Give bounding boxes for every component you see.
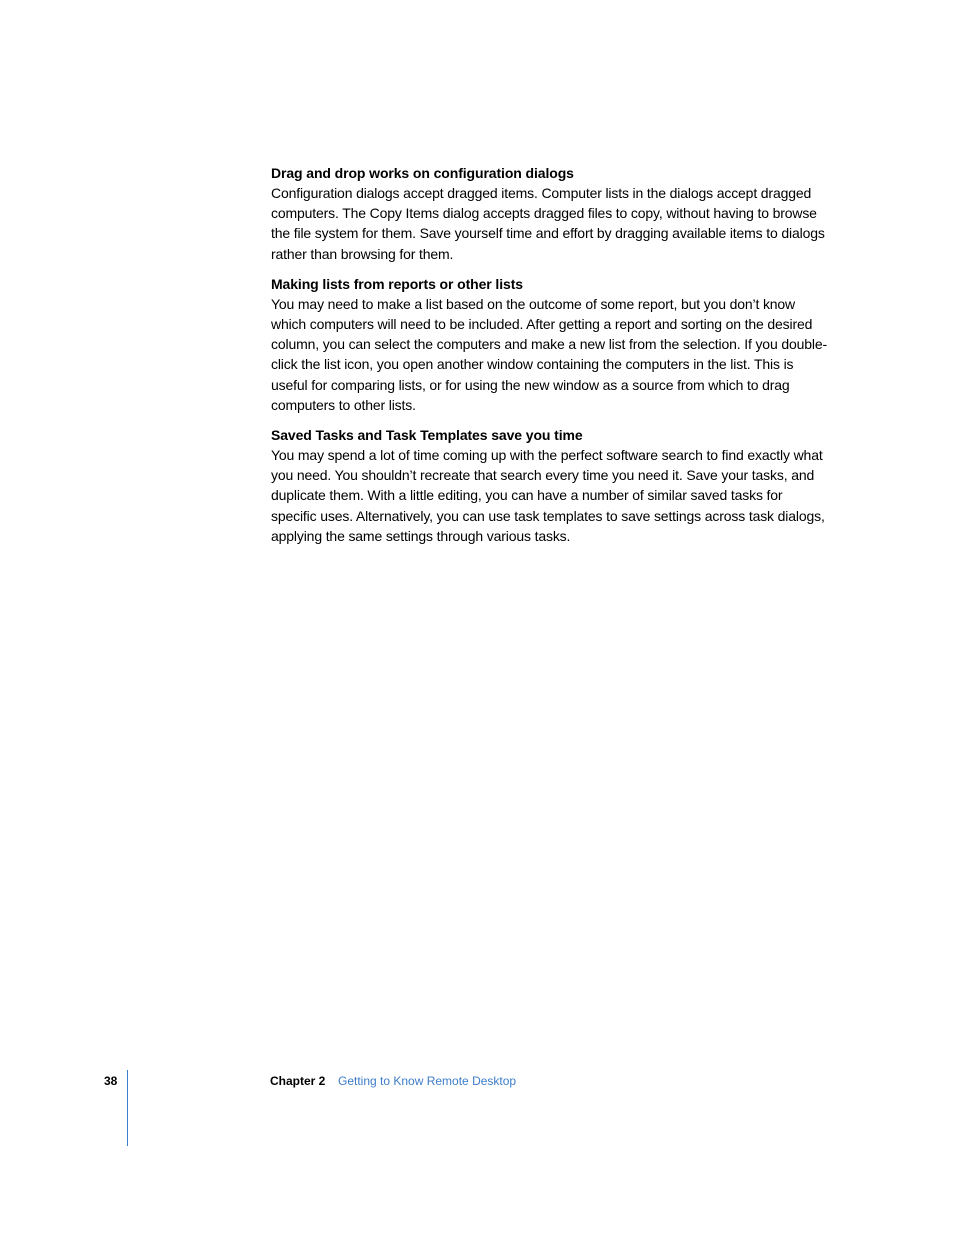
section-body: You may need to make a list based on the outcome of some report, but you don’t know which computers will need to be included. After getting a report and sorting on the desired column, you can select the computers and make a new list from the selection. If you double-click the list icon, you open another window containing the computers in the list. This is useful for comparing lists, or for using the new window as a source from which to drag computers to other lists. [271, 295, 827, 413]
page-number: 38 [104, 1074, 118, 1088]
section-heading: Making lists from reports or other lists [271, 275, 523, 292]
section-body: You may spend a lot of time coming up with the perfect software search to find exactly what you need. You shouldn’t recreate that search every time you need it. Save your tasks, and duplicate them. With a little editing, you can have a number of similar saved tasks for specific uses. Alternatively, you can use task templates to save settings across task dialogs, applying the same settings through various tasks. [271, 447, 825, 544]
main-content [271, 163, 831, 556]
section-drag-and-drop [271, 163, 831, 264]
section-saved-tasks [271, 425, 831, 546]
chapter-title: Getting to Know Remote Desktop [338, 1074, 517, 1088]
section-making-lists [271, 274, 831, 415]
section-heading: Drag and drop works on configuration dialogs [271, 165, 574, 181]
page-footer [0, 1070, 954, 1150]
section-heading: Saved Tasks and Task Templates save you time [271, 427, 583, 444]
footer-divider [127, 1070, 128, 1146]
section-body: Configuration dialogs accept dragged items. Computer lists in the dialogs accept dragged computers. The Copy Items dialog accepts dragged files to copy, without having to browse the file system for them. Save yourself time and effort by dragging available items to dialogs rather than browsing for them. [271, 185, 825, 262]
chapter-label: Chapter 2 [270, 1074, 326, 1088]
